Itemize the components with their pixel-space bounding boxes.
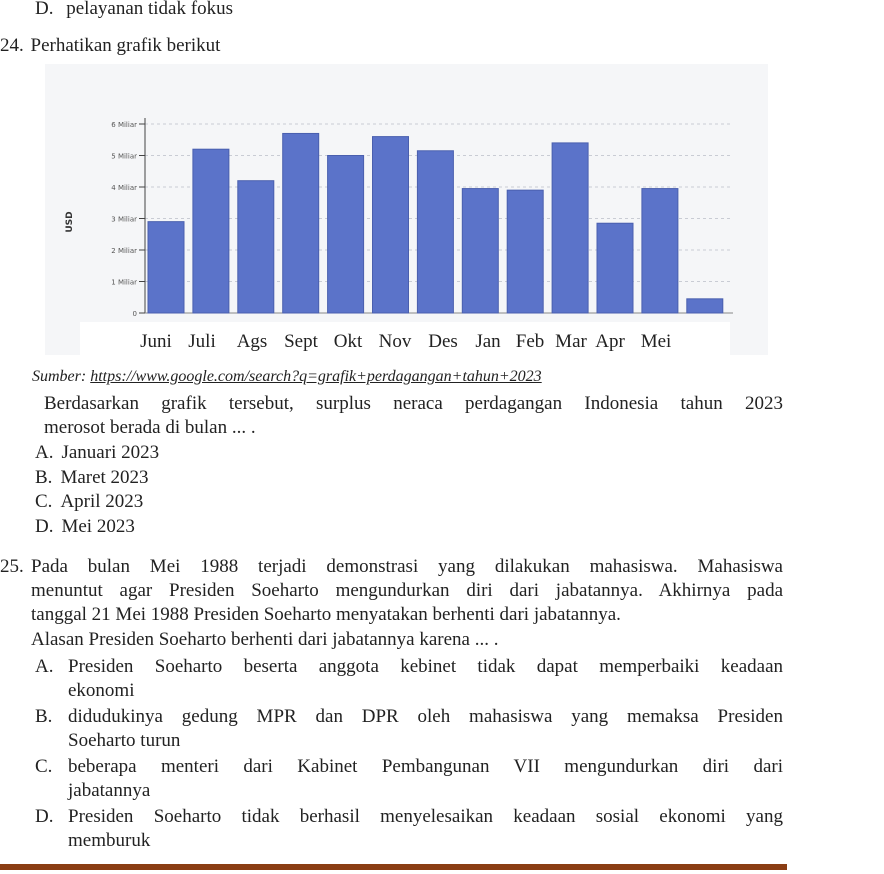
question-25-stem-line3: tanggal 21 Mei 1988 Presiden Soeharto menyatakan berhenti dari jabatannya. [31,604,621,625]
option-letter: C. [35,756,53,777]
bar [238,181,274,313]
source-citation [32,368,542,386]
option-d[interactable] [35,515,135,539]
y-tick-label: 1 Miliar [111,278,137,287]
bar [193,149,229,313]
x-tick-label: Des [428,331,458,352]
x-tick-label: Juli [188,331,216,352]
bar [507,190,543,313]
bar [328,156,364,314]
trade-balance-chart [45,64,768,355]
question-number: 24. [0,35,24,56]
question-24-header [0,34,220,58]
option-letter: A. [35,442,54,463]
option-letter: D. [35,806,54,827]
bottom-divider [0,864,787,870]
bar [148,222,184,313]
y-tick-label: 0 [132,310,137,318]
option-letter: C. [35,491,53,512]
y-tick-label: 6 Miliar [111,121,137,129]
bar [373,137,409,313]
x-tick-label: Juni [140,331,172,352]
x-tick-label: Feb [515,331,545,352]
question-25-number: 25. [0,556,24,577]
bar [642,189,678,313]
option-b[interactable] [35,466,149,490]
option-text-line1: Presiden Soeharto tidak berhasil menyelesaikan keadaan sosial ekonomi yang [68,806,783,827]
option-text-line1: beberapa menteri dari Kabinet Pembangunan VII mengundurkan diri dari [68,756,783,777]
bar [597,223,633,313]
question-24-stem-line1: Berdasarkan grafik tersebut, surplus neraca perdagangan Indonesia tahun 2023 [44,393,783,414]
x-tick-label: Ags [236,331,268,352]
bar [417,151,453,313]
option-text-line1: Presiden Soeharto beserta anggota kebinet tidak dapat memperbaiki keadaan [68,656,783,677]
option-letter: B. [35,467,53,488]
option-text: Maret 2023 [60,467,149,488]
x-tick-label: Nov [378,331,412,352]
x-tick-label: Okt [333,331,363,352]
y-tick-label: 2 Miliar [111,247,137,255]
option-letter: B. [35,706,53,727]
question-25-stem-line1: Pada bulan Mei 1988 terjadi demonstrasi yang dilakukan mahasiswa. Mahasiswa [31,556,783,577]
source-label: Sumber: [32,368,87,385]
bar [462,189,498,313]
question-24-stem-line2: merosot berada di bulan ... . [44,417,256,438]
option-text: pelayanan tidak fokus [66,0,233,19]
option-a[interactable] [35,441,159,465]
bar [552,143,588,313]
option-letter: A. [35,656,54,677]
x-tick-label: Jan [475,331,501,352]
option-text-line2: memburuk [68,830,151,851]
question-25-question: Alasan Presiden Soeharto berhenti dari jabatannya karena ... . [31,629,499,650]
prev-option-d [35,0,233,21]
question-prompt: Perhatikan grafik berikut [30,35,221,56]
option-text: April 2023 [60,491,144,512]
x-tick-label: Apr [595,331,625,352]
bar [283,133,319,313]
chart-svg [45,64,768,355]
question-25-stem-line2: menuntut agar Presiden Soeharto mengundurkan diri dari jabatannya. Akhirnya pada [31,580,783,601]
option-letter: D. [35,516,54,537]
option-text-line2: Soeharto turun [68,730,181,751]
source-link[interactable]: https://www.google.com/search?q=grafik+perdagangan+tahun+2023 [90,368,542,385]
x-tick-label: Sept [284,331,318,352]
y-tick-label: 3 Miliar [111,215,137,224]
option-c[interactable] [35,490,143,514]
option-text-line2: jabatannya [68,780,151,801]
x-tick-label: Mei [640,331,672,352]
y-axis-title: USD [65,211,75,233]
option-text: Mei 2023 [61,516,135,537]
option-letter: D. [35,0,54,19]
y-tick-label: 4 Miliar [111,184,137,192]
option-text: Januari 2023 [61,442,160,463]
option-text-line2: ekonomi [68,680,135,701]
x-tick-label: Mar [555,331,587,352]
bar [687,299,723,313]
y-tick-label: 5 Miliar [111,152,137,161]
option-text-line1: didudukinya gedung MPR dan DPR oleh mahasiswa yang memaksa Presiden [68,706,783,727]
